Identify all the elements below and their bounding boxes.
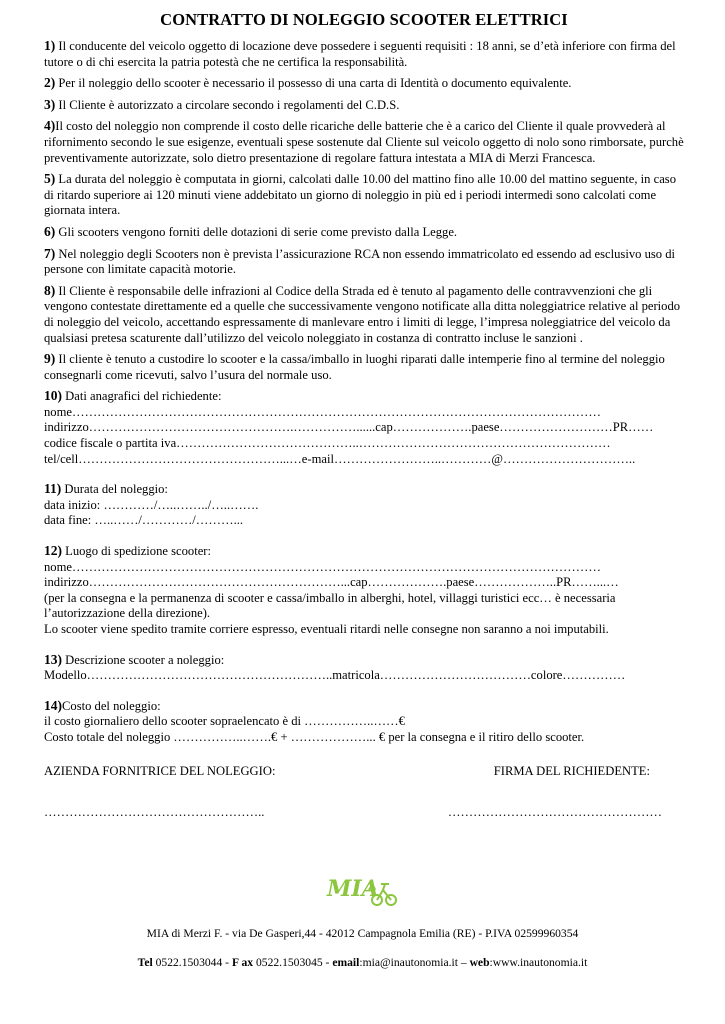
tel-label: Tel <box>137 956 153 969</box>
company-signature-line: …………………………………………….. <box>44 805 265 820</box>
clause-number: 6) <box>44 223 56 239</box>
applicant-name-line: nome……………………………………………………………………………………………………………… <box>44 404 601 419</box>
section-rental-cost <box>44 698 684 746</box>
total-cost-line: Costo totale del noleggio ……………..…….€ + ………………... € per la consegna e il ritiro dello scooter. <box>44 729 585 744</box>
section-title: Costo del noleggio: <box>62 698 161 713</box>
fax-label: F ax <box>231 956 254 969</box>
applicant-contact-line: tel/cell…………………………………………...…e-mail……………………..…………@………………………….. <box>44 451 636 466</box>
clause-5 <box>44 171 684 219</box>
clause-6 <box>44 224 684 241</box>
logo-text: MIA <box>327 876 379 902</box>
clause-1 <box>44 38 684 70</box>
clause-text: Il conducente del veicolo oggetto di locazione deve possedere i seguenti requisiti : 18 anni, se d’età inferiore con firma del tutore o di chi esercita la patria potestà che ne certifica la responsabilità. <box>44 39 676 69</box>
start-date-line: data inizio: …………/…..……../…..……. <box>44 497 259 512</box>
shipping-note-line: l’autorizzazione della direzione). <box>44 606 211 621</box>
section-number: 14) <box>44 697 62 713</box>
signature-labels <box>44 764 684 780</box>
clause-text: Il Cliente è responsabile delle infrazioni al Codice della Strada ed è tenuto al pagamento delle contravvenzioni che gli vengono contestate direttamente ed a quelle che successivamente vengono notificate alla ditta noleggiatrice relative al periodo di noleggio del veicolo, accettando espressamente di manlevare entro i limiti di legge, l’impresa noleggiatrice del veicolo da qualsiasi pretesa scaturente dall’utilizzo del veicolo noleggiato in costanza di contratto incluse le sanzioni . <box>44 283 681 345</box>
section-scooter-description <box>44 652 684 684</box>
mia-logo-image <box>325 870 405 910</box>
clause-number: 7) <box>44 245 56 261</box>
clause-number: 5) <box>44 171 56 187</box>
section-applicant-data <box>44 388 684 467</box>
web-address: :www.inautonomia.it <box>489 956 588 969</box>
clause-text: Gli scooters vengono forniti delle dotazioni di serie come previsto dalla Legge. <box>55 224 458 239</box>
clause-7 <box>44 246 684 278</box>
clause-2 <box>44 75 684 92</box>
section-number: 12) <box>44 543 62 559</box>
clause-number: 9) <box>44 351 56 367</box>
company-signature-label: AZIENDA FORNITRICE DEL NOLEGGIO: <box>44 763 276 778</box>
customer-signature-label: FIRMA DEL RICHIEDENTE: <box>493 763 650 778</box>
scooter-model-line: Modello…………………………………………………..matricola………………………………colore…………… <box>44 668 626 683</box>
applicant-address-line: indirizzo………………………………………….……………......cap……………….paese………………………PR…… <box>44 420 654 435</box>
company-contacts <box>0 955 725 971</box>
section-number: 13) <box>44 651 62 667</box>
clause-number: 4) <box>44 118 56 134</box>
shipping-note-line: (per la consegna e la permanenza di scooter e cassa/imballo in alberghi, hotel, villaggi turistici ecc… è necessaria <box>44 590 616 605</box>
customer-signature-line: …………………………………………… <box>447 805 662 820</box>
clause-4 <box>44 118 684 166</box>
clause-text: Nel noleggio degli Scooters non è prevista l’assicurazione RCA non essendo immatricolato ed essendo ad esclusivo uso di persone con limitate capacità motorie. <box>44 246 676 277</box>
daily-cost-line: il costo giornaliero dello scooter sopraelencato è di ……………..……€ <box>44 714 405 729</box>
email-address: :mia@inautonomia.it – <box>359 956 470 969</box>
clause-9 <box>44 351 684 383</box>
section-number: 10) <box>44 388 62 404</box>
section-title: Dati anagrafici del richiedente: <box>62 389 222 404</box>
tel-number: 0522.1503044 - <box>152 956 232 969</box>
section-title: Descrizione scooter a noleggio: <box>62 652 225 667</box>
shipping-courier-line: Lo scooter viene spedito tramite corriere espresso, eventuali ritardi nelle consegne non saranno a noi imputabili. <box>44 622 609 636</box>
section-title: Luogo di spedizione scooter: <box>62 544 211 559</box>
shipping-address-line: indirizzo……………………………………………………...cap……………….paese………………..PR……...… <box>44 575 619 590</box>
email-label: email <box>332 956 360 969</box>
clause-text: Per il noleggio dello scooter è necessario il possesso di una carta di Identità o documento equivalente. <box>55 76 572 91</box>
contract-document <box>44 10 684 821</box>
shipping-name-line: nome……………………………………………………………………………………………………………… <box>44 559 601 574</box>
clause-number: 1) <box>44 38 56 53</box>
clauses-list <box>44 38 684 383</box>
mia-logo <box>325 870 405 910</box>
section-rental-duration <box>44 481 684 529</box>
clause-3 <box>44 97 684 114</box>
document-title: CONTRATTO DI NOLEGGIO SCOOTER ELETTRICI <box>160 10 568 29</box>
clause-number: 8) <box>44 282 56 298</box>
clause-text: La durata del noleggio è computata in giorni, calcolati dalle 10.00 del mattino fino alle 10.00 del mattino seguente, in caso di ritardo superiore ai 120 minuti viene addebitato un giorno di noleggio in più ed i periodi intermedi sono calcolati come giornata intera. <box>44 172 677 218</box>
section-title: Durata del noleggio: <box>61 482 168 497</box>
web-label: web <box>469 956 490 969</box>
company-address: MIA di Merzi F. - via De Gasperi,44 - 42012 Campagnola Emilia (RE) - P.IVA 02599960354 <box>146 927 579 940</box>
clause-text: Il costo del noleggio non comprende il costo delle ricariche delle batterie che è a carico del Cliente il quale provvederà al rifornimento secondo le sue esigenze, eventuali spese sostenute dal Cliente sul veicolo oggetto di nolo sono rimborsate, purchè preventivamente autorizzate, solo dietro presentazione di regolare fattura intestata a MIA di Merzi Francesca. <box>44 119 684 165</box>
clause-text: Il Cliente è autorizzato a circolare secondo i regolamenti del C.D.S. <box>55 97 400 112</box>
clause-number: 2) <box>44 75 56 91</box>
applicant-fiscal-code-line: codice fiscale o partita iva……………………………………..…………………………………………………… <box>44 436 611 451</box>
clause-text: Il cliente è tenuto a custodire lo scooter e la cassa/imballo in luoghi riparati dalle intemperie fino al termine del noleggio consegnarli come ricevuti, salvo l’usura del normale uso. <box>44 352 665 382</box>
clause-number: 3) <box>44 96 56 112</box>
section-number: 11) <box>44 481 62 497</box>
fax-number: 0522.1503045 - <box>253 956 333 969</box>
clause-8 <box>44 283 684 346</box>
signature-lines <box>44 805 684 821</box>
section-shipping-location <box>44 543 684 638</box>
end-date-line: data fine: …..……/…………/………... <box>44 513 244 528</box>
